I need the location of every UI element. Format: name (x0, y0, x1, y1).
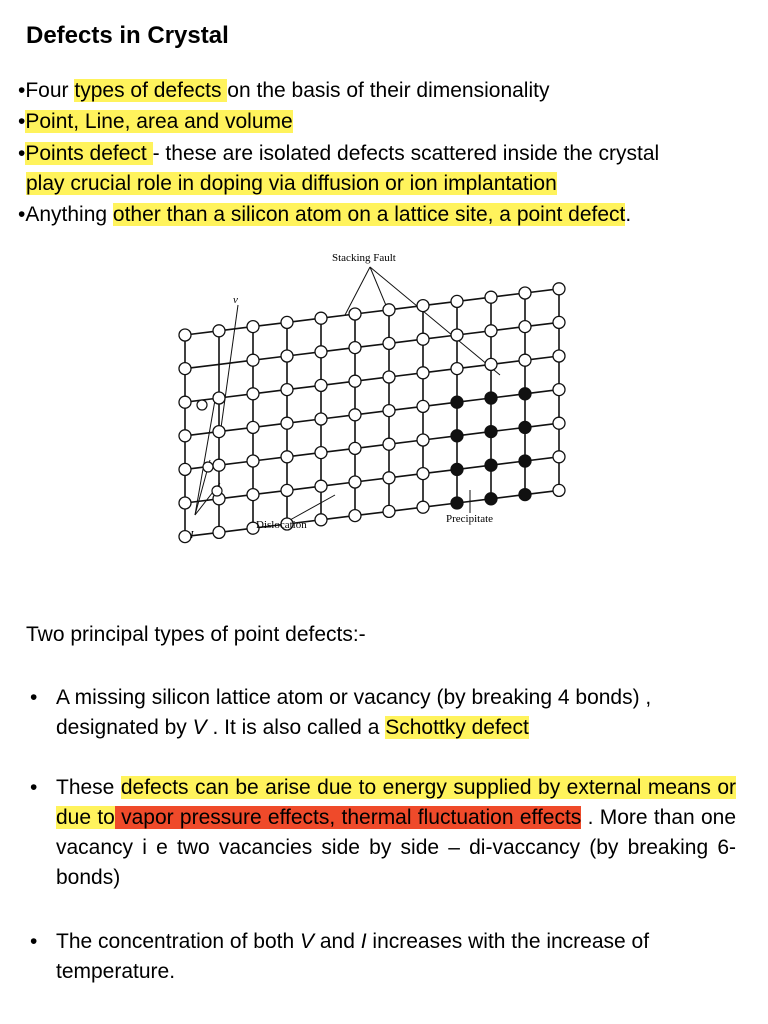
text-run: . More than one vacancy i e two vacancies side by side – di-vaccancy (by breaking 6-bonds) (56, 806, 737, 889)
symbol-v: V (192, 716, 207, 739)
lattice-atom (451, 295, 463, 307)
lattice-atom (349, 308, 361, 320)
lattice-atom (281, 484, 293, 496)
highlight-schottky-defect: Schottky defect (385, 716, 529, 739)
precipitate-atom (485, 392, 497, 404)
bullet-text: . (625, 203, 632, 226)
lattice-atom (553, 316, 565, 328)
highlight-types-of-defects: types of defects (74, 79, 228, 102)
highlight-doping: play crucial role in doping via diffusion or ion implantation (26, 172, 557, 195)
lattice-atom (417, 501, 429, 513)
lattice-atom (519, 354, 531, 366)
bullet-text: on the basis of their dimensionality (227, 79, 550, 102)
page-title: Defects in Crystal (26, 22, 229, 49)
lattice-atom (383, 337, 395, 349)
subheading-point-defects: Two principal types of point defects:- (26, 623, 366, 646)
highlight-energy-supplied: defects can be arise due to energy supplied by external means or due to (56, 776, 737, 829)
lattice-atom (213, 325, 225, 337)
lattice-atom (281, 350, 293, 362)
precipitate-atom (485, 459, 497, 471)
text-run: . It is also called a (206, 716, 386, 739)
lattice-atom (349, 409, 361, 421)
lattice-atom (315, 379, 327, 391)
lattice-atom (553, 451, 565, 463)
precipitate-atom (451, 430, 463, 442)
lattice-atom (383, 505, 395, 517)
highlight-point-defect-definition: other than a silicon atom on a lattice site, a point defect (112, 203, 626, 226)
lattice-atom (417, 333, 429, 345)
precipitate-atom (519, 388, 531, 400)
lattice-atom (553, 384, 565, 396)
lattice-atom (247, 354, 259, 366)
bullet-text: •Four (18, 79, 75, 102)
lattice-atom (553, 417, 565, 429)
bullet-anything-other (18, 201, 631, 229)
highlight-points-defect: Points defect (25, 142, 153, 165)
lattice-atom (451, 363, 463, 375)
interstitial-atom (212, 486, 222, 496)
lattice-atom (247, 388, 259, 400)
bullet-text: - these are isolated defects scattered inside the crystal (152, 142, 660, 165)
symbol-i: I (360, 930, 367, 953)
lattice-atom (383, 304, 395, 316)
lattice-atom (383, 438, 395, 450)
lattice-atom (349, 510, 361, 522)
list-item-text (56, 927, 736, 987)
interstitial-atom (203, 462, 213, 472)
label-dislocation: Dislocation (256, 519, 307, 531)
lattice-atom (281, 451, 293, 463)
lattice-atom (315, 346, 327, 358)
lattice-atom (315, 480, 327, 492)
lattice-atom (519, 321, 531, 333)
text-run: designated by (56, 716, 193, 739)
lattice-atom (417, 300, 429, 312)
lattice-atom (485, 358, 497, 370)
highlight-point-line: Point, Line, area and volume (25, 110, 293, 133)
highlight-vapor-pressure: vapor pressure effects, thermal fluctuation effects (114, 806, 582, 829)
precipitate-atom (519, 489, 531, 501)
text-run: and (314, 930, 361, 953)
interstitial-atom (197, 400, 207, 410)
lattice-atom (179, 430, 191, 442)
lattice-atom (417, 367, 429, 379)
text-run: increases with the increase of temperature. (56, 930, 650, 983)
label-precipitate: Precipitate (446, 513, 494, 525)
precipitate-atom (485, 493, 497, 505)
bullet-points-defect (18, 140, 659, 168)
bullet-point-line-area-volume (18, 108, 293, 136)
lattice-atom (179, 363, 191, 375)
lattice-atom (349, 442, 361, 454)
bullet-doping-line (26, 170, 557, 198)
lattice-atom (485, 325, 497, 337)
lattice-atom (213, 392, 225, 404)
label-stacking-fault: Stacking Fault (332, 252, 396, 264)
list-item-line (56, 713, 736, 743)
lattice-atom (383, 472, 395, 484)
symbol-v: V (300, 930, 315, 953)
lattice-atom (451, 329, 463, 341)
lattice-atom (281, 316, 293, 328)
lattice-atom (179, 497, 191, 509)
bullet-marker: • (30, 930, 38, 953)
lattice-atom (349, 476, 361, 488)
bullet-text: • (18, 142, 26, 165)
text-run: These (56, 776, 121, 799)
lattice-atom (519, 287, 531, 299)
lattice-atom (179, 329, 191, 341)
bullet-text: • (18, 110, 26, 133)
bullet-marker: • (30, 686, 38, 709)
lattice-atom (179, 396, 191, 408)
lattice-atom (247, 489, 259, 501)
lattice-bonds (185, 289, 559, 537)
lattice-atom (417, 400, 429, 412)
lattice-atom (349, 375, 361, 387)
lattice-atom (247, 321, 259, 333)
lattice-atom (553, 484, 565, 496)
lattice-atom (349, 342, 361, 354)
lattice-atom (553, 350, 565, 362)
list-item-text (56, 683, 736, 743)
lattice-atom (213, 459, 225, 471)
crystal-defects-diagram (170, 245, 570, 545)
lattice-atom (213, 526, 225, 538)
lattice-atom (315, 413, 327, 425)
lattice-atom (247, 421, 259, 433)
label-vacancy: v (233, 294, 238, 306)
lattice-atom (213, 426, 225, 438)
lattice-atom (315, 312, 327, 324)
text-run: The concentration of both (56, 930, 300, 953)
lattice-atom (383, 405, 395, 417)
bullet-text: •Anything (18, 203, 113, 226)
precipitate-atom (519, 421, 531, 433)
lattice-atom (315, 514, 327, 526)
bullet-marker: • (30, 776, 38, 799)
lattice-atom (315, 447, 327, 459)
precipitate-atom (519, 455, 531, 467)
lattice-atom (417, 468, 429, 480)
lattice-atom (247, 455, 259, 467)
precipitate-atom (451, 497, 463, 509)
list-item-text (56, 773, 736, 893)
precipitate-atom (451, 396, 463, 408)
lattice-atom (485, 291, 497, 303)
lattice-atom (281, 384, 293, 396)
label-interstitial: I (190, 529, 194, 541)
list-item-line: A missing silicon lattice atom or vacancy (by breaking 4 bonds) , (56, 686, 652, 709)
lattice-atom (383, 371, 395, 383)
lattice-atom (417, 434, 429, 446)
lattice-atom (281, 417, 293, 429)
lattice-atom (179, 463, 191, 475)
bullet-four-types (18, 77, 549, 105)
lattice-atom (553, 283, 565, 295)
precipitate-atom (451, 463, 463, 475)
precipitate-atom (485, 426, 497, 438)
